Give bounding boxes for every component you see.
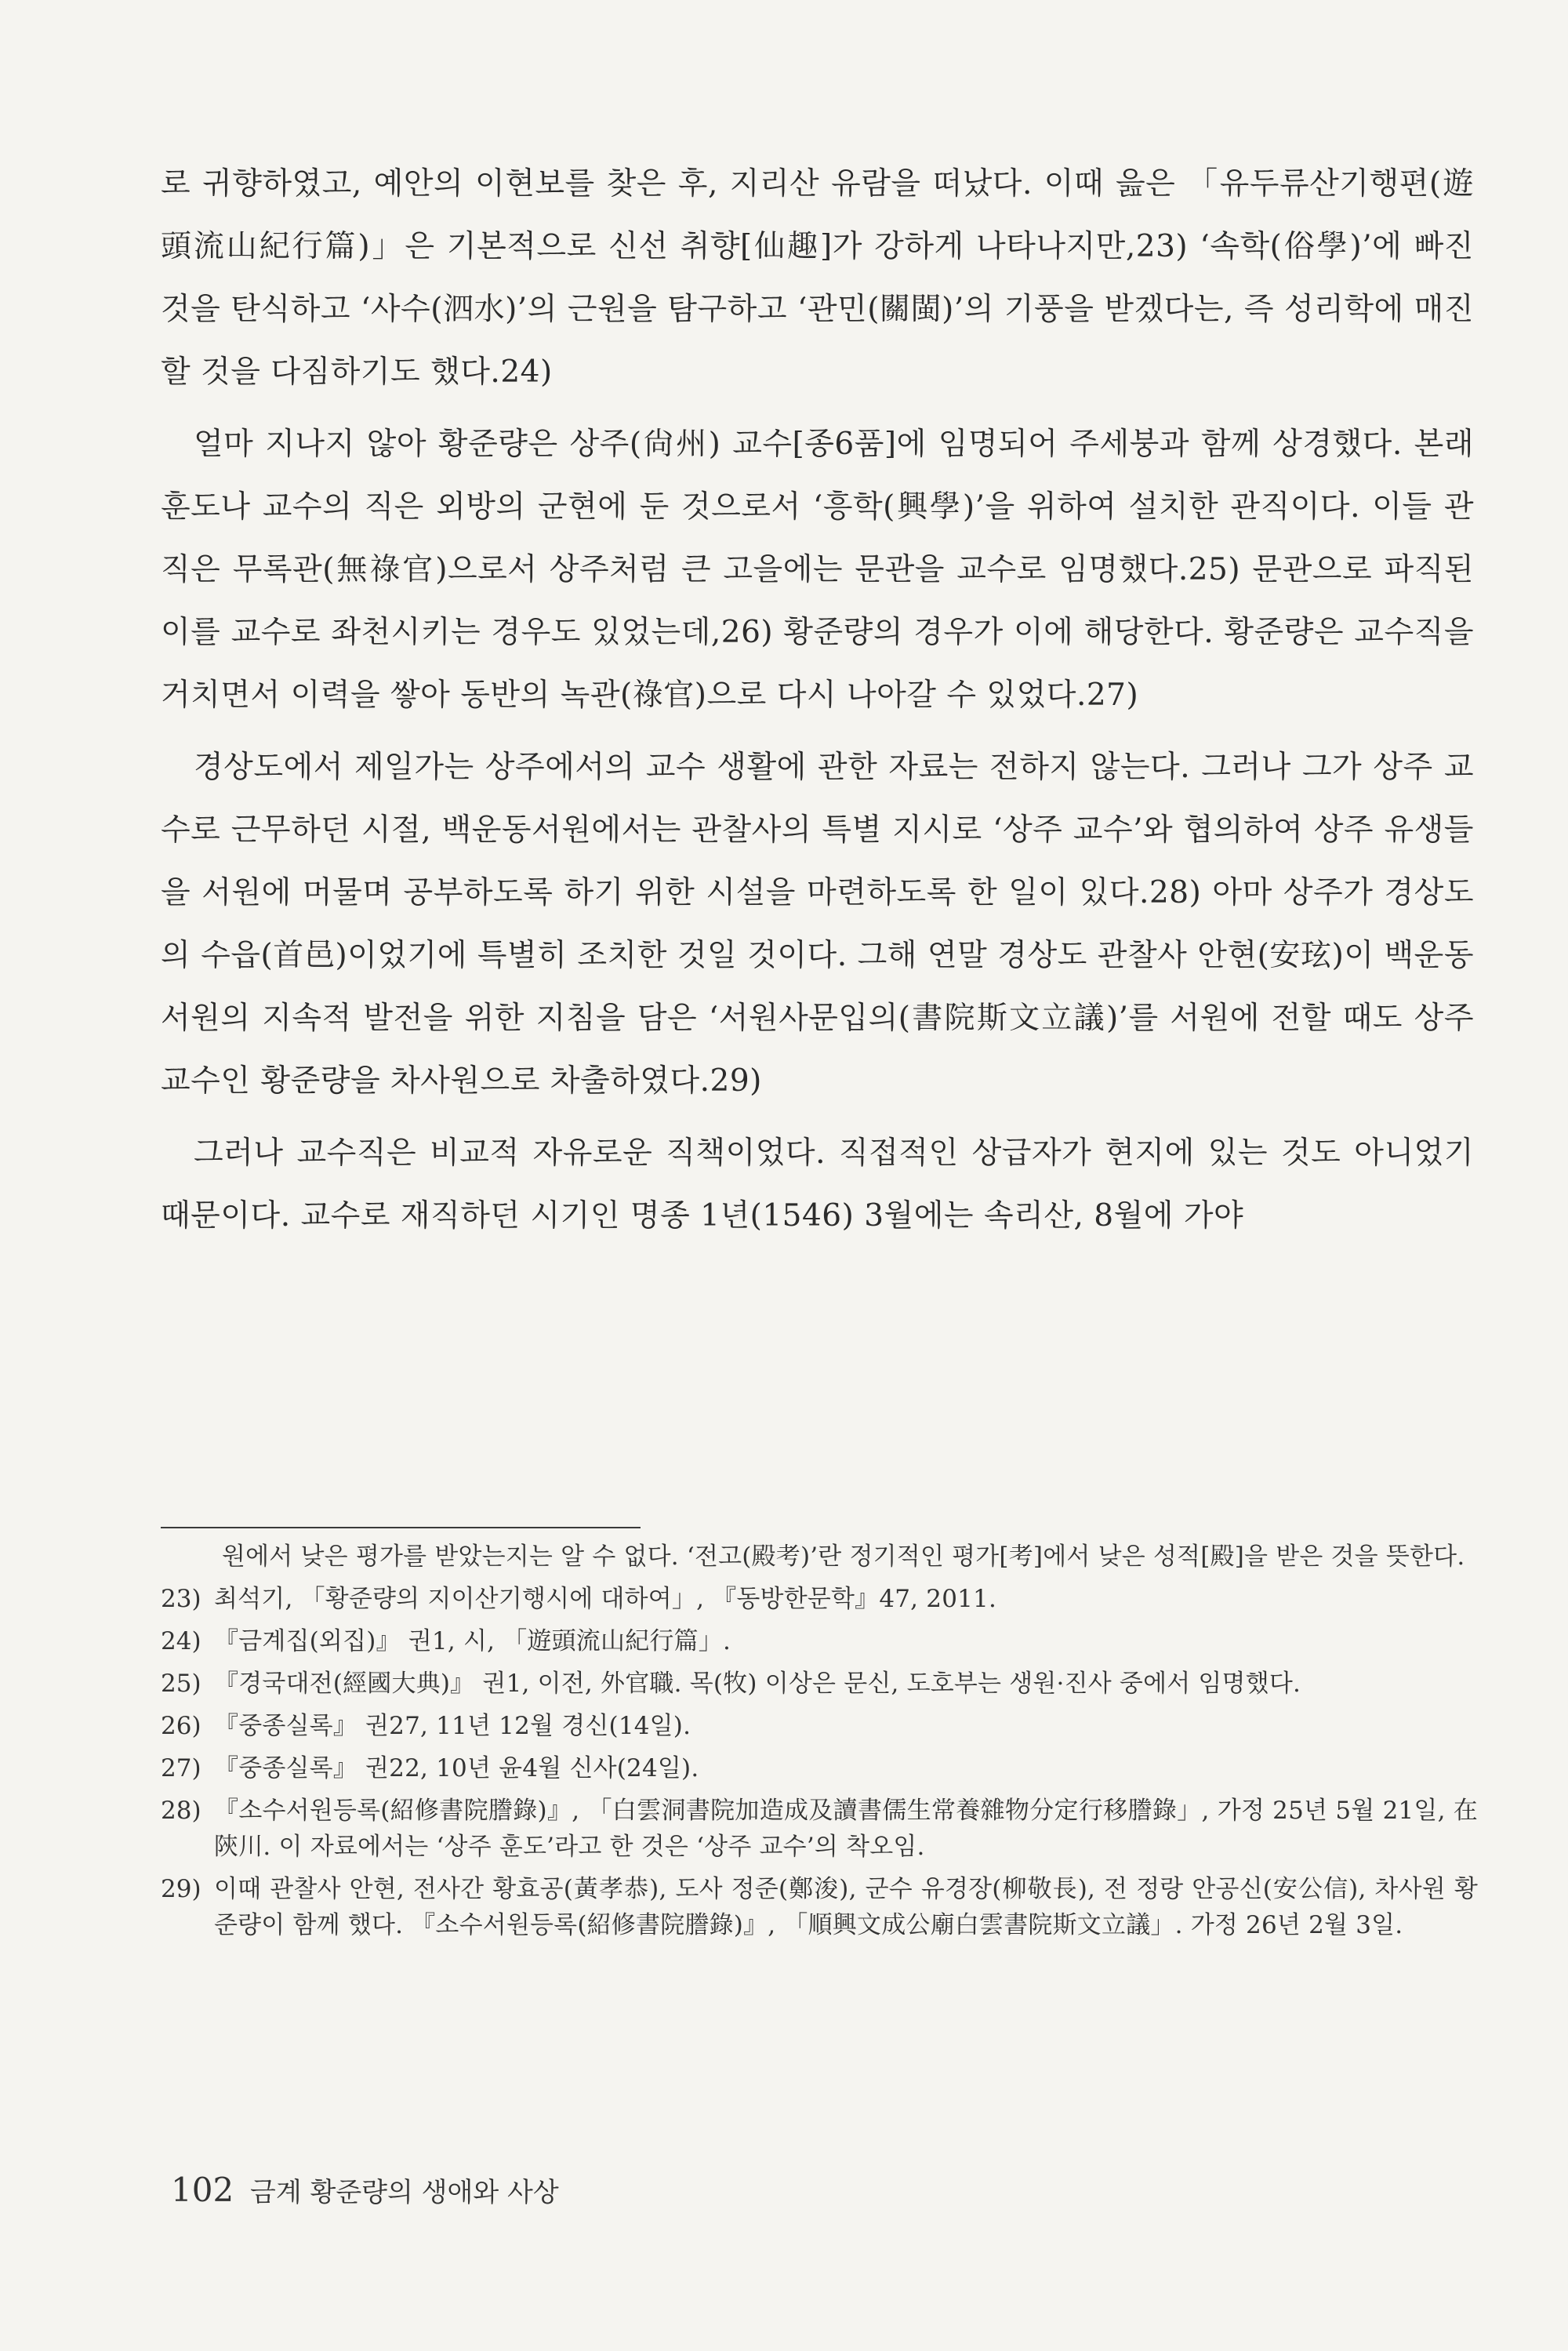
footnote-number: 27) — [161, 1754, 201, 1782]
footnote-text: 『경국대전(經國大典)』 권1, 이전, 外官職. 목(牧) 이상은 문신, 도호부는 생원·진사 중에서 임명했다. — [214, 1670, 1301, 1698]
footnote-text: 이때 관찰사 안현, 전사간 황효공(黃孝恭), 도사 정준(鄭浚), 군수 유경장(柳敬長), 전 정랑 안공신(安公信), 차사원 황준량이 함께 했다. 『소수서원등록(紹修書院謄錄)』, 「順興文成公廟白雲書院斯文立議」. 가정 26년 2월 3일. — [214, 1875, 1478, 1939]
footnote-text: 『금계집(외집)』 권1, 시, 「遊頭流山紀行篇」. — [214, 1627, 731, 1655]
running-title: 금계 황준량의 생애와 사상 — [249, 2177, 559, 2208]
paragraph-2: 얼마 지나지 않아 황준량은 상주(尙州) 교수[종6품]에 임명되어 주세붕과 함께 상경했다. 본래 훈도나 교수의 직은 외방의 군현에 둔 것으로서 ‘흥학(興學)’을 위하여 설치한 관직이다. 이들 관직은 무록관(無祿官)으로서 상주처럼 큰 고을에는 문관을 교수로 임명했다.25) 문관으로 파직된 이를 교수로 좌천시키는 경우도 있었는데,26) 황준량의 경우가 이에 해당한다. 황준량은 교수직을 거치면서 이력을 쌓아 동반의 녹관(祿官)으로 다시 나아갈 수 있었다.27) — [161, 427, 1474, 713]
footnote-number: 23) — [161, 1585, 201, 1613]
footnote-23 — [161, 1581, 1478, 1617]
footnote-text: 『중종실록』 권22, 10년 윤4월 신사(24일). — [214, 1754, 699, 1782]
footnote-number: 25) — [161, 1670, 201, 1698]
footnote-28 — [161, 1793, 1478, 1865]
footnote-27 — [161, 1750, 1478, 1786]
paragraph-1: 로 귀향하였고, 예안의 이현보를 찾은 후, 지리산 유람을 떠났다. 이때 읊은 「유두류산기행편(遊頭流山紀行篇)」은 기본적으로 신선 취향[仙趣]가 강하게 나타나지만,23) ‘속학(俗學)’에 빠진 것을 탄식하고 ‘사수(泗水)’의 근원을 탐구하고 ‘관민(關閩)’의 기풍을 받겠다는, 즉 성리학에 매진할 것을 다짐하기도 했다.24) — [161, 166, 1474, 390]
footnote-25 — [161, 1666, 1478, 1702]
footnote-continuation-text: 원에서 낮은 평가를 받았는지는 알 수 없다. ‘전고(殿考)’란 정기적인 평가[考]에서 낮은 성적[殿]을 받은 것을 뜻한다. — [222, 1543, 1465, 1571]
footnote-text: 『소수서원등록(紹修書院謄錄)』, 「白雲洞書院加造成及讀書儒生常養雜物分定行移謄錄」, 가정 25년 5월 21일, 在陝川. 이 자료에서는 ‘상주 훈도’라고 한 것은 ‘상주 교수’의 착오임. — [214, 1797, 1478, 1861]
footnote-continuation — [161, 1539, 1478, 1575]
footnote-separator — [161, 1527, 641, 1528]
footnote-text: 『중종실록』 권27, 11년 12월 경신(14일). — [214, 1712, 691, 1740]
footnote-24 — [161, 1623, 1478, 1659]
footnotes — [161, 1539, 1478, 1949]
footnote-number: 26) — [161, 1712, 201, 1740]
footnote-text: 최석기, 「황준량의 지이산기행시에 대하여」, 『동방한문학』47, 2011. — [214, 1585, 997, 1613]
footnote-number: 29) — [161, 1875, 201, 1903]
footnote-29 — [161, 1871, 1478, 1943]
body-text — [161, 153, 1474, 1248]
paragraph-3: 경상도에서 제일가는 상주에서의 교수 생활에 관한 자료는 전하지 않는다. 그러나 그가 상주 교수로 근무하던 시절, 백운동서원에서는 관찰사의 특별 지시로 ‘상주 교수’와 협의하여 상주 유생들을 서원에 머물며 공부하도록 하기 위한 시설을 마련하도록 한 일이 있다.28) 아마 상주가 경상도의 수읍(首邑)이었기에 특별히 조치한 것일 것이다. 그해 연말 경상도 관찰사 안현(安玹)이 백운동서원의 지속적 발전을 위한 지침을 담은 ‘서원사문입의(書院斯文立議)’를 서원에 전할 때도 상주 교수인 황준량을 차사원으로 차출하였다.29) — [161, 750, 1474, 1099]
page-number: 102 — [171, 2171, 234, 2209]
page-footer — [171, 2171, 559, 2209]
footnote-number: 28) — [161, 1797, 201, 1825]
paragraph-4: 그러나 교수직은 비교적 자유로운 직책이었다. 직접적인 상급자가 현지에 있는 것도 아니었기 때문이다. 교수로 재직하던 시기인 명종 1년(1546) 3월에는 속리산, 8월에 가야 — [161, 1136, 1474, 1234]
footnote-number: 24) — [161, 1627, 201, 1655]
footnote-26 — [161, 1708, 1478, 1744]
